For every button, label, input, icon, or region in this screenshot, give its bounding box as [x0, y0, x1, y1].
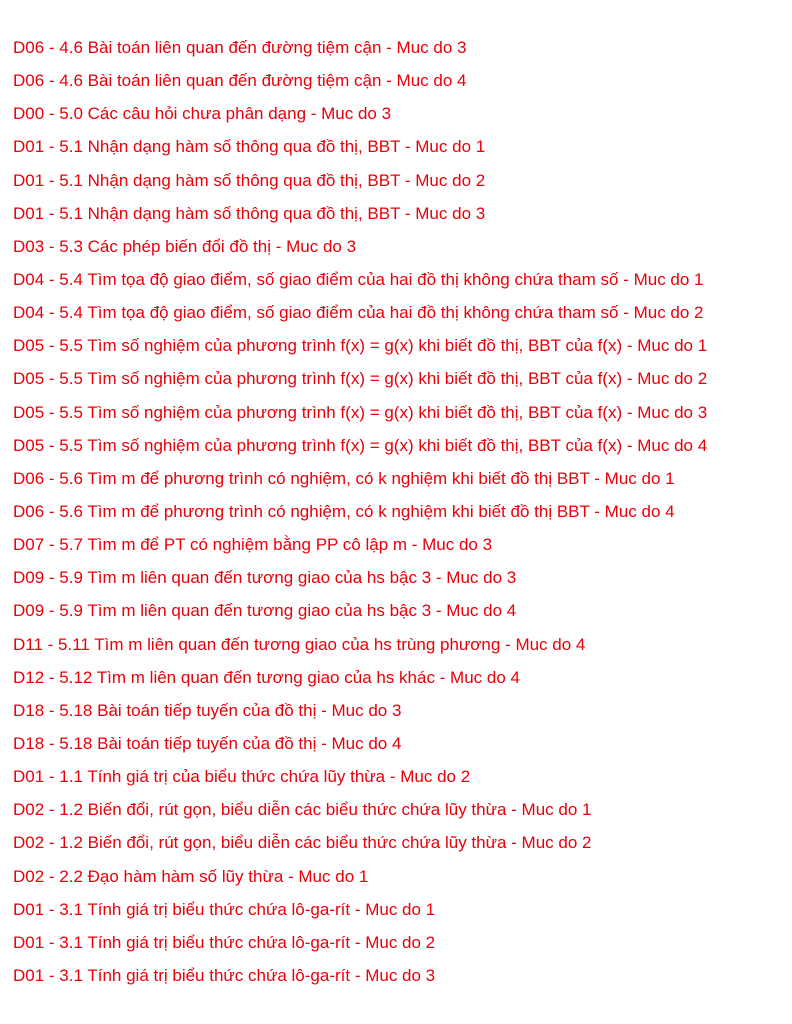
topic-item: D12 - 5.12 Tìm m liên quan đến tương giao của hs khác - Muc do 4 — [13, 667, 520, 687]
topic-item: D09 - 5.9 Tìm m liên quan đến tương giao của hs bậc 3 - Muc do 3 — [13, 568, 517, 588]
topic-item: D01 - 3.1 Tính giá trị biểu thức chứa lô-ga-rít - Muc do 1 — [13, 899, 436, 919]
topic-item: D06 - 5.6 Tìm m để phương trình có nghiệm, có k nghiệm khi biết đồ thị BBT - Muc do 4 — [13, 501, 675, 521]
topic-item: D03 - 5.3 Các phép biến đổi đồ thị - Muc do 3 — [13, 236, 357, 256]
topic-item: D06 - 5.6 Tìm m để phương trình có nghiệm, có k nghiệm khi biết đồ thị BBT - Muc do 1 — [13, 468, 675, 488]
topic-item: D01 - 3.1 Tính giá trị biểu thức chứa lô-ga-rít - Muc do 3 — [13, 965, 436, 985]
topic-item: D01 - 5.1 Nhận dạng hàm số thông qua đồ thị, BBT - Muc do 3 — [13, 203, 486, 223]
topic-item: D01 - 3.1 Tính giá trị biểu thức chứa lô-ga-rít - Muc do 2 — [13, 932, 436, 952]
topic-item: D05 - 5.5 Tìm số nghiệm của phương trình f(x) = g(x) khi biết đồ thị, BBT của f(x) - Muc do 3 — [13, 402, 708, 422]
topic-item: D04 - 5.4 Tìm tọa độ giao điểm, số giao điểm của hai đồ thị không chứa tham số - Muc do 1 — [13, 269, 704, 289]
topic-item: D09 - 5.9 Tìm m liên quan đến tương giao của hs bậc 3 - Muc do 4 — [13, 601, 517, 621]
topic-list — [13, 37, 783, 998]
topic-item: D02 - 1.2 Biến đổi, rút gọn, biểu diễn các biểu thức chứa lũy thừa - Muc do 2 — [13, 833, 592, 853]
topic-item: D05 - 5.5 Tìm số nghiệm của phương trình f(x) = g(x) khi biết đồ thị, BBT của f(x) - Muc do 4 — [13, 435, 708, 455]
topic-item: D01 - 1.1 Tính giá trị của biểu thức chứa lũy thừa - Muc do 2 — [13, 767, 471, 787]
topic-item: D00 - 5.0 Các câu hỏi chưa phân dạng - Muc do 3 — [13, 104, 392, 124]
topic-item: D11 - 5.11 Tìm m liên quan đến tương giao của hs trùng phương - Muc do 4 — [13, 634, 586, 654]
topic-item: D05 - 5.5 Tìm số nghiệm của phương trình f(x) = g(x) khi biết đồ thị, BBT của f(x) - Muc do 2 — [13, 369, 708, 389]
topic-item: D18 - 5.18 Bài toán tiếp tuyến của đồ thị - Muc do 4 — [13, 733, 402, 753]
topic-item: D02 - 2.2 Đạo hàm hàm số lũy thừa - Muc do 1 — [13, 866, 369, 886]
topic-item: D06 - 4.6 Bài toán liên quan đến đường tiệm cận - Muc do 4 — [13, 71, 467, 91]
topic-item: D06 - 4.6 Bài toán liên quan đến đường tiệm cận - Muc do 3 — [13, 38, 467, 57]
topic-item: D01 - 5.1 Nhận dạng hàm số thông qua đồ thị, BBT - Muc do 1 — [13, 137, 486, 157]
topic-item: D18 - 5.18 Bài toán tiếp tuyến của đồ thị - Muc do 3 — [13, 700, 402, 720]
topic-item: D02 - 1.2 Biến đổi, rút gọn, biểu diễn các biểu thức chứa lũy thừa - Muc do 1 — [13, 800, 592, 820]
topic-item: D07 - 5.7 Tìm m để PT có nghiệm bằng PP cô lập m - Muc do 3 — [13, 535, 493, 555]
topic-item: D01 - 5.1 Nhận dạng hàm số thông qua đồ thị, BBT - Muc do 2 — [13, 170, 486, 190]
topic-item: D05 - 5.5 Tìm số nghiệm của phương trình f(x) = g(x) khi biết đồ thị, BBT của f(x) - Muc do 1 — [13, 336, 708, 356]
topic-item: D04 - 5.4 Tìm tọa độ giao điểm, số giao điểm của hai đồ thị không chứa tham số - Muc do 2 — [13, 303, 704, 323]
